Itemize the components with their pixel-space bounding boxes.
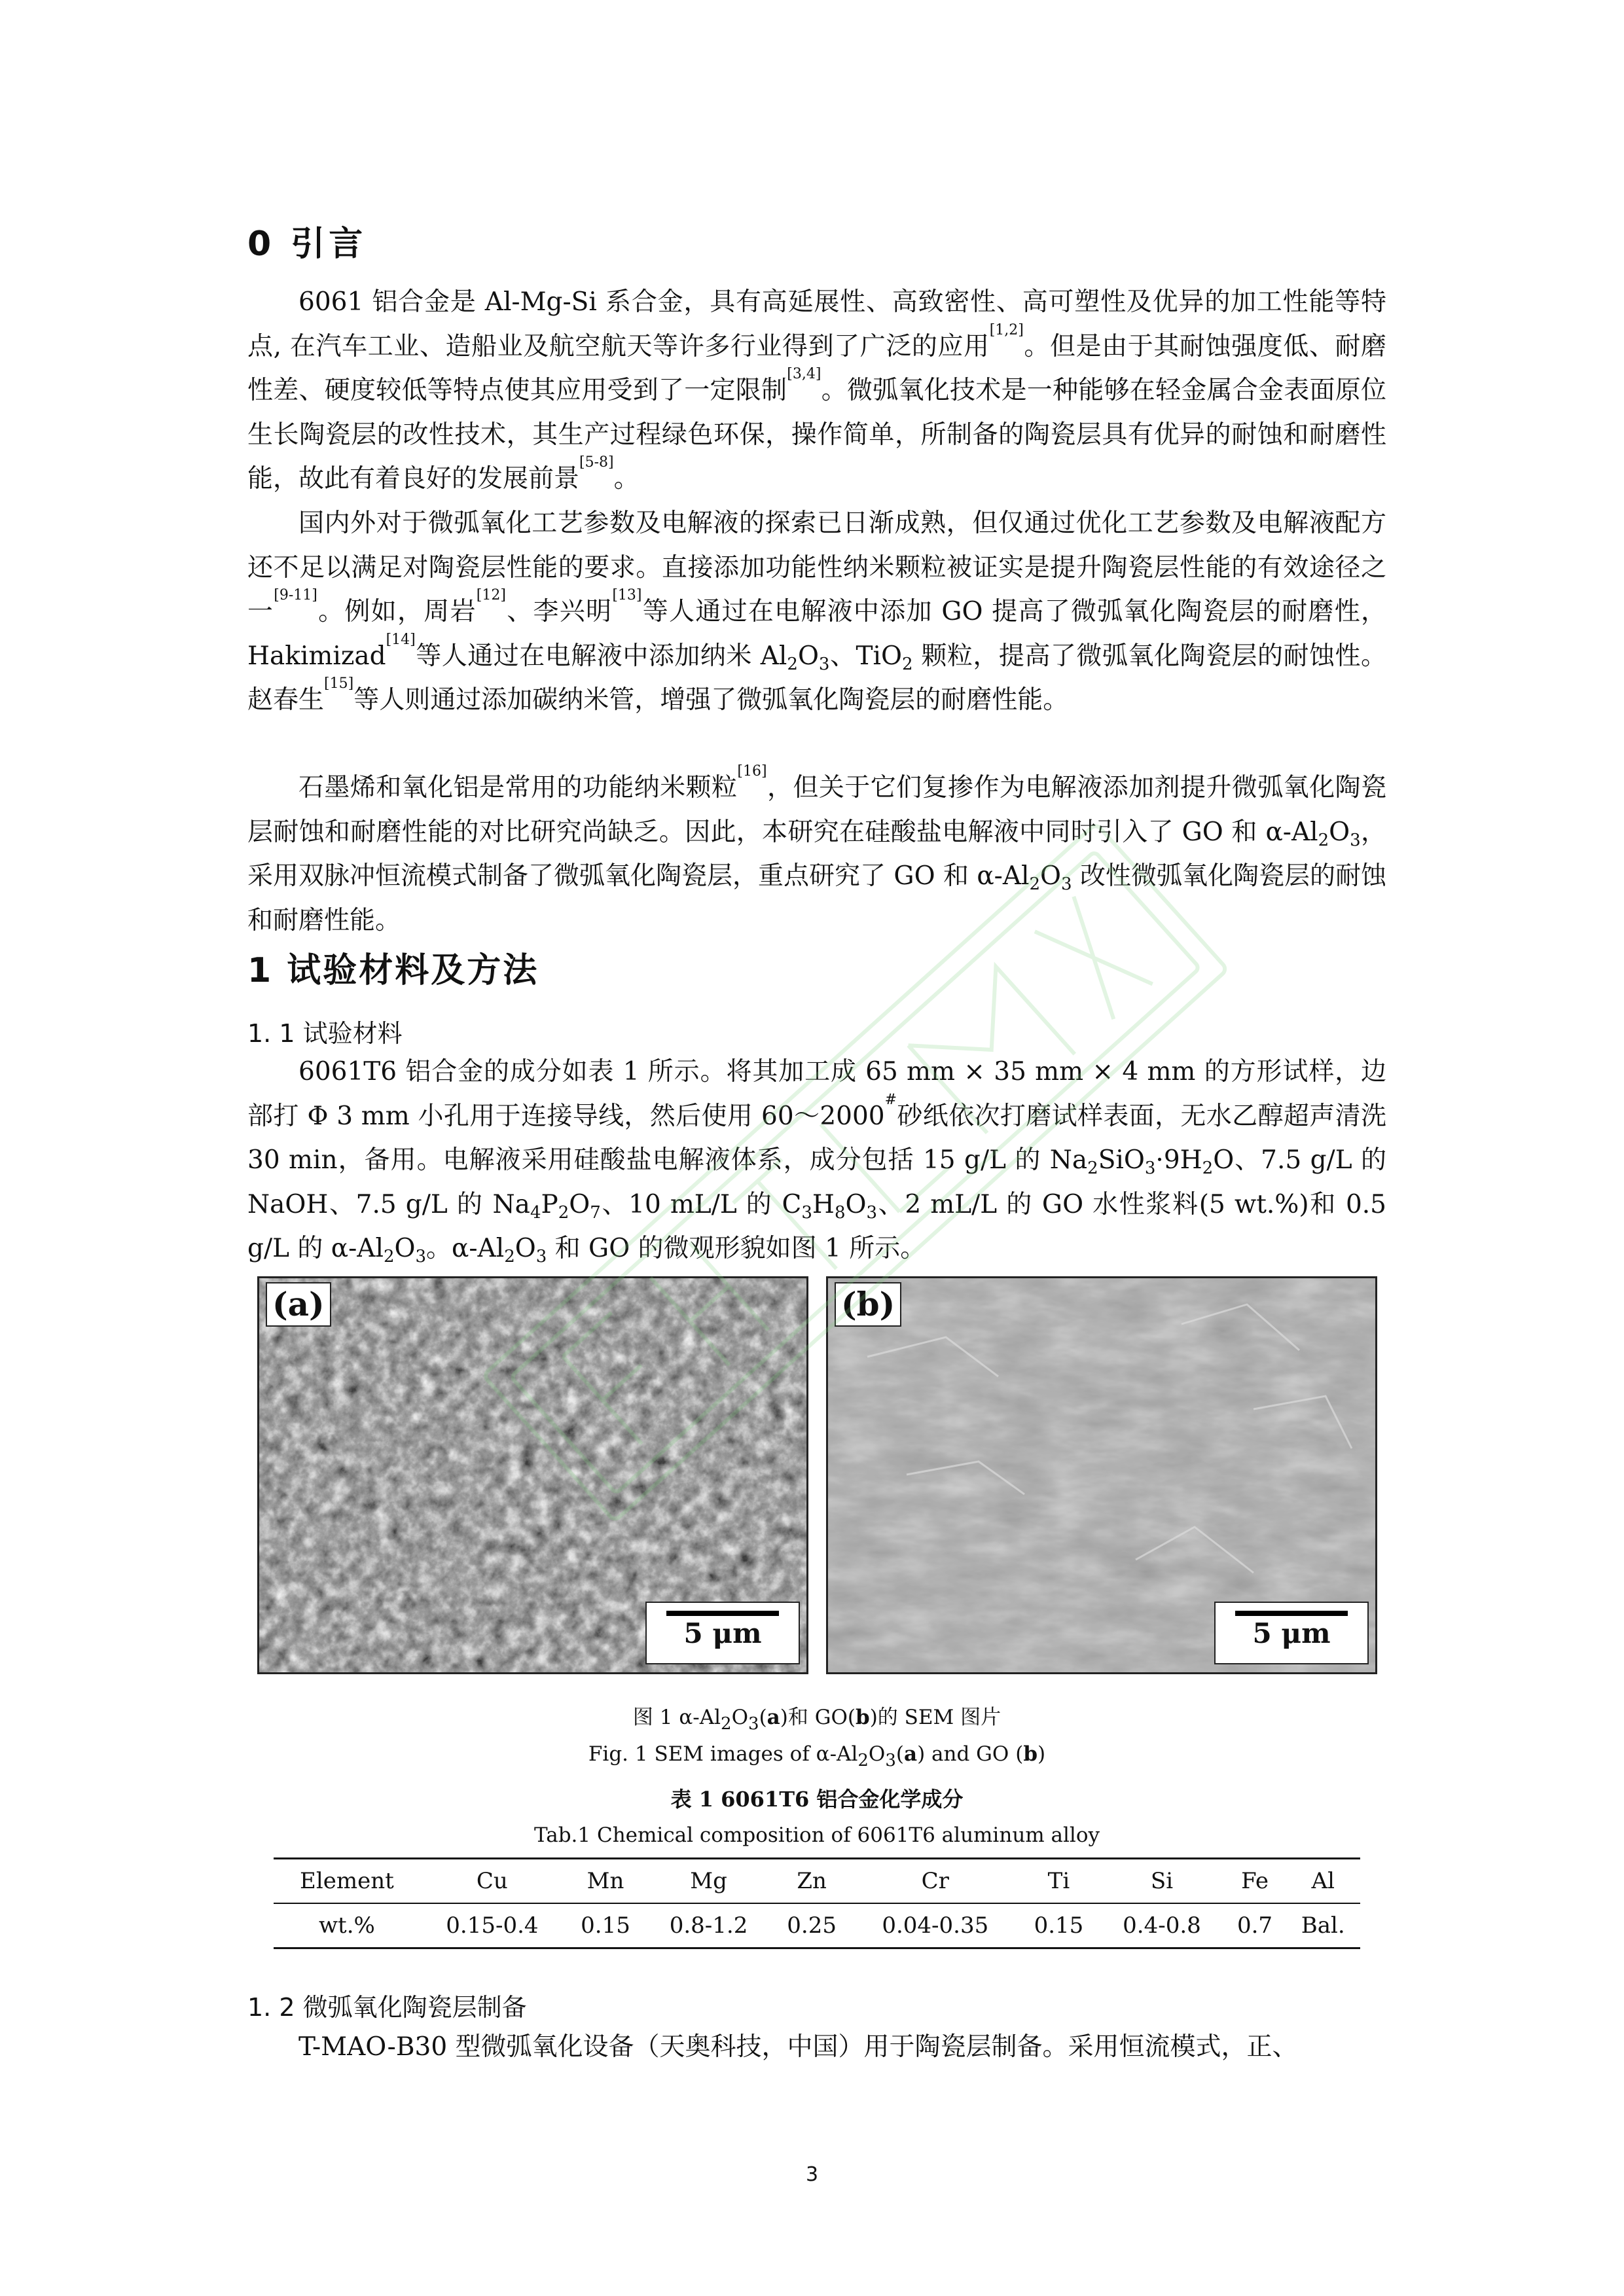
table-cell: Bal. <box>1301 1912 1345 1939</box>
subsection-1-2-title: 1. 2 微弧氧化陶瓷层制备 <box>247 1993 527 2022</box>
panel-a-label: (a) <box>266 1282 331 1327</box>
panel-b-label: (b) <box>835 1282 901 1327</box>
subsection-1-1-title: 1. 1 试验材料 <box>247 1019 403 1048</box>
table-cell: 0.8-1.2 <box>669 1912 748 1939</box>
page-number: 3 <box>805 2163 819 2186</box>
table-header-cell: Ti <box>1047 1868 1070 1894</box>
intro-paragraph-1: 6061 铝合金是 Al-Mg-Si 系合金，具有高延展性、高致密性、高可塑性及优异的加工性能等特点, 在汽车工业、造船业及航空航天等许多行业得到了广泛的应用[1,2]。但是由于其耐蚀强度低、耐磨性差、硬度较低等特点使其应用受到了一定限制[3,4]。微弧氧化技术是一种能够在轻金属合金表面原位生长陶瓷层的改性技术，其生产过程绿色环保，操作简单，所制备的陶瓷层具有优异的耐蚀和耐磨性能，故此有着良好的发展前景[5-8]。 <box>247 287 1386 493</box>
watermark-stamp-icon <box>367 733 1348 1617</box>
table-cell: 0.7 <box>1236 1912 1273 1939</box>
scale-label-a: 5 μm <box>683 1617 762 1649</box>
table-1-title-cn: 表 1 6061T6 铝合金化学成分 <box>670 1787 964 1812</box>
section-0-title: 0 引言 <box>247 224 367 264</box>
table-header-cell: Mn <box>586 1868 624 1894</box>
table-header-cell: Mg <box>690 1868 727 1894</box>
table-1-title-en: Tab.1 Chemical composition of 6061T6 aluminum alloy <box>533 1823 1100 1847</box>
table-header-cell: Fe <box>1241 1868 1269 1894</box>
table-header-cell: Cr <box>921 1868 949 1894</box>
table-header-cell: Zn <box>797 1868 827 1894</box>
table-cell: 0.25 <box>787 1912 837 1939</box>
figure-1-caption-cn: 图 1 $\alpha-Al_2O_3(a)$和 GO(b)的 SEM 图片 <box>632 1706 1001 1734</box>
table-header-cell: Si <box>1150 1868 1174 1894</box>
materials-paragraph: 6061T6 铝合金的成分如表 1 所示。将其加工成 65 mm × 35 mm × 4 mm 的方形试样，边部打 Φ 3 mm 小孔用于连接导线，然后使用 60～2000#砂纸依次打磨试样表面，无水乙醇超声清洗 30 min，备用。电解液采用硅酸盐电解液体系，成分包括 15 g/L 的 $Na_2SiO_3\cdot 9H_2O$、7.5 g/L 的 NaOH、7.5 g/L 的 $Na_4P_2O_7$、10 mL/L 的 $C_3H_8O_3$、2 mL/L 的 GO 水性浆料(5 wt.%)和 0.5 g/L 的 $\alpha-Al_2O_3$。$\alpha-Al_2O_3$ 和 GO 的微观形貌如图 1 所示。 <box>247 1057 1386 1266</box>
table-cell: 0.15-0.4 <box>446 1912 539 1939</box>
scale-label-b: 5 μm <box>1252 1617 1331 1649</box>
intro-paragraph-2: 国内外对于微弧氧化工艺参数及电解液的探索已日渐成熟，但仅通过优化工艺参数及电解液配方还不足以满足对陶瓷层性能的要求。直接添加功能性纳米颗粒被证实是提升陶瓷层性能的有效途径之一[9-11]。例如，周岩[12]、李兴明[13]等人通过在电解液中添加 GO 提高了微弧氧化陶瓷层的耐磨性，Hakimizad[14]等人通过在电解液中添加纳米 $Al_2O_3$、TiO$_2$ 颗粒，提高了微弧氧化陶瓷层的耐蚀性。赵春生[15]等人则通过添加碳纳米管，增强了微弧氧化陶瓷层的耐磨性能。 <box>247 509 1386 715</box>
composition-table <box>274 1857 1360 1949</box>
table-row <box>274 1903 1360 1948</box>
table-cell: wt.% <box>318 1912 375 1939</box>
table-cell: 0.15 <box>1034 1912 1084 1939</box>
table-header-cell: Cu <box>476 1868 508 1894</box>
section-1-title: 1 试验材料及方法 <box>247 951 539 990</box>
table-cell: 0.15 <box>581 1912 630 1939</box>
table-cell: 0.04-0.35 <box>882 1912 989 1939</box>
table-header-cell: Al <box>1311 1868 1335 1894</box>
table-header-row <box>274 1859 1360 1904</box>
table-header-cell: Element <box>300 1868 394 1894</box>
figure-1-caption-en: Fig. 1 SEM images of $\alpha-Al_2O_3(a)$ and GO (b) <box>588 1742 1046 1770</box>
intro-paragraph-3: 石墨烯和氧化铝是常用的功能纳米颗粒[16]，但关于它们复掺作为电解液添加剂提升微弧氧化陶瓷层耐蚀和耐磨性能的对比研究尚缺乏。因此，本研究在硅酸盐电解液中同时引入了 GO 和 $\alpha-Al_2O_3$，采用双脉冲恒流模式制备了微弧氧化陶瓷层，重点研究了 GO 和 $\alpha-Al_2O_3$ 改性微弧氧化陶瓷层的耐蚀和耐磨性能。 <box>247 763 1386 935</box>
preparation-paragraph: T-MAO-B30 型微弧氧化设备（天奥科技，中国）用于陶瓷层制备。采用恒流模式，正、 <box>298 2032 1298 2062</box>
table-cell: 0.4-0.8 <box>1123 1912 1201 1939</box>
